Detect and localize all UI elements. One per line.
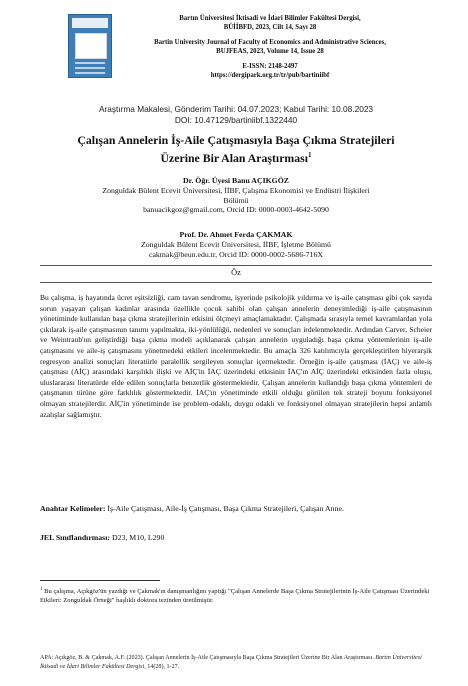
abstract-top-rule	[40, 265, 432, 266]
author-block-2	[40, 230, 432, 259]
paper-title-line1: Çalışan Annelerin İş-Aile Çatışmasıyla Başa Çıkma Stratejileri	[77, 133, 395, 147]
abstract-heading: Öz	[231, 268, 241, 277]
footnote	[40, 586, 432, 606]
journal-header	[52, 8, 424, 100]
journal-url[interactable]: https://dergipark.org.tr/tr/pub/bartiniibf	[210, 72, 330, 79]
citation-journal: Bartın Üniversitesi İktisadi ve İdari Bilimler Fakültesi Dergisi,	[40, 655, 422, 670]
paper-title-line2: Üzerine Bir Alan Araştırması	[160, 150, 309, 165]
footnote-mark: 1	[40, 587, 43, 592]
abstract-text: Bu çalışma, iş hayatında ücret eşitsizliği, cam tavan sendromu, işyerinde psikolojik yıldırma ve iş-aile çatışması gibi çok sayıda sorun yaşayan çalışan kadınlar arasında özellikle çocuk sahibi olan çalışan annelerin deneyimlediği iş-aile çatışmasının yönetiminde kullanılan başa çıkma stratejilerinin etkisini ölçmeyi amaçlamaktadır. Çalışmada sırasıyla temel kavramlardan yola çıkılarak iş-aile çatışmasının tanımı yapılmakta, iki-yönlülüğü, nedenleri ve sonuçları irdelenmektedir. Ardından Carver, Scheier ve Weintraub'un geliştirdiği başa çıkma modeli açıklanarak çalışan annelerin uyguladığı başa çıkma yöntemlerinin iş-aile çatışmasını ve aile-iş çatışmasını yönetmedeki etkileri incelenmektedir. Bu amaçla 326 katılımcıyla gerçekleştirilen hiyerarşik regresyon analizi sonuçları literatürle paralellik sergileyen sonuçlar içermektedir. Örneğin iş-aile çatışması (İAÇ) ve aile-iş çatışması (AİÇ) arasındaki karşılıklı ilişki ve AİÇ'in İAÇ üzerindeki etkisinin İAÇ'ın AİÇ üzerindeki etkisinden fazla oluşu, uluslararası literatürde elde edilen sonuçlarla benzerlik göstermektedir. Çalışan annelerin kullandığı başa çıkma yöntemleri de çatışmanın türüne göre farklılık göstermektedir. İAÇ'ın yönetiminde etkili olduğu görülen tek strateji boyutu fonksiyonel olmayan stratejilerdir. AİÇ'in yönetiminde ise problem-odaklı, duygu odaklı ve fonksiyonel olmayan stratejilerin hepsi anlamlı azalışlar sağlamıştır.	[40, 293, 432, 419]
jel-classification	[40, 533, 432, 544]
author-contact: cakmak@beun.edu.tr, Orcid ID: 0000-0002-5686-716X	[148, 249, 324, 259]
journal-volume-tr: BÜİİBFD, 2023, Cilt 14, Sayı 28	[223, 24, 317, 31]
journal-volume-en: BUJFEAS, 2023, Volume 14, Issue 28	[216, 48, 324, 55]
author-name: Dr. Öğr. Üyesi Banu AÇIKGÖZ	[183, 176, 289, 185]
keywords-label: Anahtar Kelimeler:	[40, 504, 106, 513]
journal-info	[116, 14, 424, 80]
abstract-heading-rule	[40, 282, 432, 283]
author-contact: banuacikgoz@gmail.com, Orcid ID: 0000-0003-4642-5090	[143, 205, 329, 215]
paper-title	[40, 133, 432, 165]
jel-codes: D23, M10, L290	[111, 533, 165, 542]
title-footnote-mark: 1	[308, 150, 312, 159]
article-doi[interactable]: DOI: 10.47129/bartiniibf.1322440	[174, 114, 298, 125]
journal-cover-image	[68, 14, 112, 78]
article-meta	[40, 104, 432, 125]
author-affiliation: Zonguldak Bülent Ecevit Üniversitesi, İİBF, İşletme Bölümü	[141, 239, 331, 249]
journal-issn: E-ISSN: 2148-2497	[242, 63, 298, 70]
author-affiliation: Zonguldak Bülent Ecevit Üniversitesi, İİBF, Çalışma Ekonomisi ve Endüstri İlişkileri	[102, 185, 370, 195]
jel-label: JEL Sınıflandırması:	[40, 533, 110, 542]
article-dates: Araştırma Makalesi, Gönderim Tarihi: 04.07.2023; Kabul Tarihi: 10.08.2023	[98, 104, 374, 114]
author-name: Prof. Dr. Ahmet Ferda ÇAKMAK	[179, 230, 293, 239]
footnote-text: Bu çalışma, Açıkgöz'ün yazdığı ve Çakmak'ın danışmanlığını yaptığı "Çalışan Annelerde Başa Çıkma Stratejilerinin İş-Aile Çatışması Üzerindeki Etkileri: Zonguldak Örneği" başlıklı doktora tezinden üretilmiştir.	[40, 588, 430, 604]
journal-name-tr: Bartın Üniversitesi İktisadi ve İdari Bilimler Fakültesi Dergisi,	[179, 15, 361, 22]
author-affiliation-cont: Bölümü	[223, 195, 249, 205]
apa-citation	[40, 654, 432, 671]
citation-suffix: 14(28), 1-27.	[147, 663, 180, 670]
citation-prefix: APA: Açıkgöz, B. & Çakmak, A.F. (2023). Çalışan Annelerin İş-Aile Çatışmasıyla Başa Çıkma Stratejileri Üzerine Bir Alan Araştırması.	[40, 655, 374, 661]
keywords	[40, 504, 432, 515]
journal-name-en: Bartin University Journal of Faculty of Economics and Administrative Sciences,	[154, 39, 386, 46]
keywords-text: İş-Aile Çatışması, Aile-İş Çatışması, Başa Çıkma Stratejileri, Çalışan Anne.	[107, 504, 344, 513]
footnote-rule	[40, 580, 160, 581]
author-block-1	[40, 176, 432, 215]
